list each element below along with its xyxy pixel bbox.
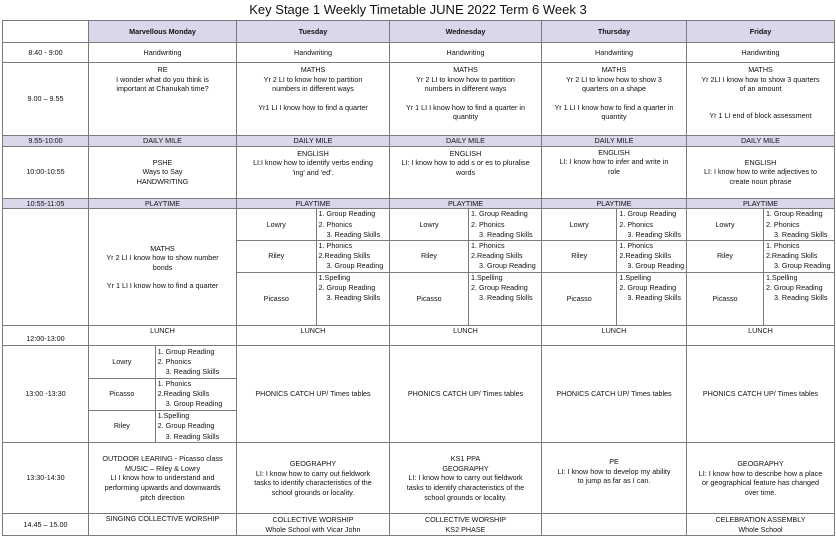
objective-line: SINGING COLLECTIVE WORSHIP	[105, 514, 220, 524]
cell-monday	[89, 346, 237, 443]
cell-thursday: LUNCH	[542, 326, 687, 346]
cell-tuesday	[237, 443, 390, 514]
activity: 3. Reading Skills	[479, 229, 533, 239]
time-cell: 9.55-10:00	[3, 136, 89, 147]
objective-line: performing upwards and downwards	[104, 482, 221, 492]
objective-line: important at Chanukah time?	[116, 84, 209, 94]
row-session-3	[3, 209, 835, 326]
objective-line: I wonder what do you think is	[116, 74, 209, 84]
group-activities	[617, 240, 686, 272]
group-activities	[763, 209, 834, 240]
objective-line: numbers in different ways	[424, 84, 507, 94]
group-activities	[617, 209, 686, 240]
objective-line: Yr 2 LI to know how to partition	[263, 74, 363, 84]
activity: 2. Group Reading	[619, 282, 677, 292]
objective-line: MUSIC – Riley & Lowry	[124, 463, 201, 473]
objective-line: school grounds or locality.	[271, 487, 355, 497]
activity: 1.Spelling	[471, 272, 503, 282]
activity: 3. Reading Skills	[165, 367, 220, 377]
activity: 3. Group Reading	[627, 261, 685, 271]
cell-thursday	[542, 443, 687, 514]
subject-title: MATHS	[300, 65, 326, 74]
activity: 1. Phonics	[318, 240, 353, 250]
activity: 1. Group Reading	[765, 209, 823, 219]
activity: 1.Spelling	[619, 272, 651, 282]
activity: 3. Reading Skills	[627, 229, 681, 239]
timetable	[2, 20, 835, 536]
cell-thursday	[542, 63, 687, 136]
row-lunch	[3, 326, 835, 346]
objective-line: role	[608, 166, 620, 176]
group-name: Riley	[390, 240, 469, 272]
objective-line: bonds	[152, 262, 173, 272]
activity: 2. Phonics	[765, 219, 800, 229]
subject-title: GEOGRAPHY	[442, 463, 489, 473]
cell-monday: DAILY MILE	[89, 136, 237, 147]
subject-title: GEOGRAPHY	[289, 459, 337, 468]
row-worship	[3, 514, 835, 536]
activity: 1.Spelling	[318, 272, 351, 282]
group-name: Picasso	[390, 272, 469, 325]
activity: 2.Reading Skills	[157, 389, 210, 399]
group-table	[89, 346, 236, 442]
objective-line: Yr 2 LI I know how to show number	[106, 253, 219, 263]
activity: 1.Spelling	[157, 411, 190, 421]
activity: 3. Group Reading	[773, 261, 831, 271]
objective-line: Yr 2 LI to know how to partition	[416, 74, 515, 84]
group-name: Lowry	[89, 346, 155, 378]
activity: 2.Reading Skills	[765, 251, 818, 261]
time-cell: 12:00-13:00	[3, 326, 89, 346]
group-name: Riley	[237, 240, 316, 272]
objective-line: over time.	[744, 487, 777, 497]
objective-line: COLLECTIVE WORSHIP	[424, 515, 507, 525]
cell-wednesday: PHONICS CATCH UP/ Times tables	[390, 346, 542, 443]
header-row	[3, 21, 835, 43]
objective-line: OUTDOOR LEARING - Picasso class	[102, 454, 223, 464]
subject-title: KS1 PPA	[450, 454, 481, 464]
subject-title: MATHS	[453, 65, 478, 74]
objective-line: Yr 2LI I know how to show 3 quarters	[701, 74, 820, 84]
objective-line: numbers in different ways	[272, 84, 354, 94]
activity: 2. Group Reading	[318, 282, 376, 292]
group-activities	[763, 240, 834, 272]
row-handwriting	[3, 43, 835, 63]
cell-friday	[687, 514, 835, 536]
activity: 1. Phonics	[619, 240, 653, 250]
objective-line: quantity	[452, 112, 479, 122]
objective-line: COLLECTIVE WORSHIP	[272, 515, 354, 525]
activity: 2.Reading Skills	[318, 251, 371, 261]
activity: 2. Phonics	[318, 219, 353, 229]
group-table	[687, 209, 834, 325]
group-activities	[316, 209, 389, 240]
group-name: Riley	[89, 410, 155, 442]
activity: 1. Group Reading	[619, 209, 677, 219]
cell-monday: LUNCH	[89, 326, 237, 346]
time-cell: 14.45 – 15.00	[3, 514, 89, 536]
objective-line: school grounds or locality.	[424, 492, 507, 502]
objective-line: LI:I know how to identify verbs ending	[253, 158, 373, 168]
time-cell	[3, 209, 89, 326]
activity: 1. Group Reading	[318, 209, 376, 219]
subject-title: MATHS	[748, 65, 773, 74]
objective-line: pitch direction	[140, 492, 185, 502]
group-name: Riley	[542, 240, 617, 272]
objective-line: Yr 1 LI I know how to find a quarter in	[554, 102, 674, 112]
cell-thursday: DAILY MILE	[542, 136, 687, 147]
day-header-wednesday: Wednesday	[390, 21, 542, 43]
objective-line: Whole School with Vicar John	[265, 524, 361, 534]
cell-friday: Handwriting	[687, 43, 835, 63]
row-session-5	[3, 443, 835, 514]
day-header-monday: Marvellous Monday	[89, 21, 237, 43]
time-cell: 10:00-10:55	[3, 146, 89, 198]
day-header-tuesday: Tuesday	[237, 21, 390, 43]
cell-friday	[687, 63, 835, 136]
activity: 3. Group Reading	[479, 261, 536, 271]
objective-line: quantity	[601, 112, 627, 122]
activity: 2. Group Reading	[765, 282, 823, 292]
row-session-4	[3, 346, 835, 443]
cell-tuesday: PHONICS CATCH UP/ Times tables	[237, 346, 390, 443]
cell-monday: PLAYTIME	[89, 198, 237, 209]
group-table	[542, 209, 686, 325]
objective-line: LI: I know how to carry out fieldwork	[408, 473, 523, 483]
group-name: Lowry	[390, 209, 469, 240]
subject-title: MATHS	[601, 65, 627, 74]
objective-line: LI: I know how to carry out fieldwork	[255, 468, 371, 478]
cell-monday	[89, 209, 237, 326]
objective-line: HANDWRITING	[136, 176, 189, 186]
objective-line: of an amount	[739, 84, 782, 94]
group-name: Lowry	[237, 209, 316, 240]
objective-line: Yr 2 LI to know how to show 3	[566, 74, 662, 84]
cell-monday: Handwriting	[89, 43, 237, 63]
cell-tuesday	[237, 514, 390, 536]
cell-tuesday	[237, 146, 390, 198]
group-name: Picasso	[542, 272, 617, 325]
cell-thursday: PHONICS CATCH UP/ Times tables	[542, 346, 687, 443]
cell-friday	[687, 209, 835, 326]
cell-friday: LUNCH	[687, 326, 835, 346]
activity: 1. Group Reading	[157, 346, 215, 356]
time-cell: 8:40 - 9:00	[3, 43, 89, 63]
objective-line: Yr1 LI I know how to find a quarter	[258, 102, 368, 112]
cell-wednesday	[390, 443, 542, 514]
cell-monday	[89, 63, 237, 136]
group-name: Lowry	[542, 209, 617, 240]
day-header-friday: Friday	[687, 21, 835, 43]
activity: 3. Group Reading	[326, 261, 384, 271]
subject-title: ENGLISH	[297, 148, 329, 158]
activity: 2. Phonics	[619, 219, 653, 229]
cell-friday: PHONICS CATCH UP/ Times tables	[687, 346, 835, 443]
cell-wednesday	[390, 146, 542, 198]
objective-line: LI: I know how to add s or es to pluralise	[401, 158, 530, 168]
corner-cell	[3, 21, 89, 43]
activity: 2. Phonics	[471, 219, 505, 229]
cell-friday	[687, 146, 835, 198]
objective-line: LI: I know how to write adjectives to	[703, 167, 818, 177]
subject-title: ENGLISH	[449, 148, 482, 158]
group-activities	[763, 272, 834, 325]
activity: 3. Reading Skills	[326, 229, 381, 239]
cell-monday	[89, 146, 237, 198]
cell-thursday	[542, 146, 687, 198]
objective-line: LI I know how to understand and	[110, 473, 215, 483]
objective-line: CELEBRATION ASSEMBLY	[715, 515, 806, 525]
activity: 2. Phonics	[157, 356, 192, 366]
cell-tuesday: Handwriting	[237, 43, 390, 63]
activity: 1. Phonics	[471, 240, 505, 250]
activity: 3. Reading Skills	[627, 292, 681, 302]
subject-title: ENGLISH	[744, 157, 777, 167]
group-activities	[316, 240, 389, 272]
group-name: Lowry	[687, 209, 763, 240]
cell-wednesday: Handwriting	[390, 43, 542, 63]
group-name: Riley	[687, 240, 763, 272]
subject-title: PSHE	[152, 157, 173, 167]
cell-thursday	[542, 209, 687, 326]
activity: 3. Reading Skills	[773, 229, 828, 239]
row-daily-mile	[3, 136, 835, 147]
cell-wednesday: LUNCH	[390, 326, 542, 346]
activity: 1. Phonics	[765, 240, 800, 250]
objective-line: tasks to identify characteristics of the	[406, 482, 525, 492]
cell-wednesday	[390, 209, 542, 326]
group-activities	[155, 378, 236, 410]
objective-line: Whole School	[738, 524, 783, 534]
activity: 2. Group Reading	[157, 421, 215, 431]
day-header-thursday: Thursday	[542, 21, 687, 43]
row-session-1	[3, 63, 835, 136]
cell-friday: PLAYTIME	[687, 198, 835, 209]
objective-line: Ways to Say	[142, 167, 183, 177]
objective-line: KS2 PHASE	[445, 524, 486, 534]
group-activities	[469, 272, 541, 325]
objective-line: words	[455, 167, 476, 177]
cell-thursday: PLAYTIME	[542, 198, 687, 209]
activity: 3. Reading Skills	[773, 292, 828, 302]
group-activities	[155, 346, 236, 378]
cell-wednesday	[390, 63, 542, 136]
cell-thursday	[542, 514, 687, 536]
row-session-2	[3, 146, 835, 198]
cell-wednesday	[390, 514, 542, 536]
activity: 2.Reading Skills	[619, 251, 671, 261]
subject-title: GEOGRAPHY	[737, 459, 784, 468]
group-name: Picasso	[237, 272, 316, 325]
time-cell: 9.00 – 9.55	[3, 63, 89, 136]
group-name: Picasso	[687, 272, 763, 325]
activity: 2.Reading Skills	[471, 251, 523, 261]
objective-line: create noun phrase	[729, 176, 792, 186]
cell-monday	[89, 514, 237, 536]
objective-line: Yr 1 LI end of block assessment	[709, 110, 812, 120]
activity: 3. Reading Skills	[165, 431, 220, 441]
group-table	[390, 209, 541, 325]
time-cell: 13:30-14:30	[3, 443, 89, 514]
objective-line: LI: I know how to infer and write in	[559, 157, 669, 167]
objective-line: or geographical feature has changed	[701, 478, 820, 488]
activity: 3. Group Reading	[165, 399, 223, 409]
activity: 1. Phonics	[157, 378, 192, 388]
activity: 2. Group Reading	[471, 282, 528, 292]
time-cell: 10:55-11:05	[3, 198, 89, 209]
subject-title: MATHS	[150, 243, 175, 253]
group-activities	[469, 209, 541, 240]
cell-tuesday	[237, 209, 390, 326]
group-name: Picasso	[89, 378, 155, 410]
cell-tuesday: DAILY MILE	[237, 136, 390, 147]
cell-tuesday: LUNCH	[237, 326, 390, 346]
cell-wednesday: PLAYTIME	[390, 198, 542, 209]
objective-line: quarters on a shape	[582, 84, 646, 94]
objective-line: tasks to identify characteristics of the	[254, 478, 372, 488]
cell-tuesday	[237, 63, 390, 136]
subject-title: ENGLISH	[598, 147, 630, 157]
activity: 1. Group Reading	[471, 209, 528, 219]
objective-line: LI: I know how to describe how a place	[698, 468, 823, 478]
cell-tuesday: PLAYTIME	[237, 198, 390, 209]
subject-title: RE	[157, 65, 168, 74]
group-activities	[617, 272, 686, 325]
cell-friday	[687, 443, 835, 514]
cell-thursday: Handwriting	[542, 43, 687, 63]
cell-wednesday: DAILY MILE	[390, 136, 542, 147]
time-cell: 13:00 -13:30	[3, 346, 89, 443]
objective-line: 'ing' and 'ed'.	[292, 167, 334, 177]
row-playtime	[3, 198, 835, 209]
group-activities	[469, 240, 541, 272]
page-title: Key Stage 1 Weekly Timetable JUNE 2022 Term 6 Week 3	[249, 2, 587, 17]
objective-line: Yr 1 LI I know how to find a quarter in	[405, 102, 526, 112]
cell-friday: DAILY MILE	[687, 136, 835, 147]
group-table	[237, 209, 389, 325]
activity: 3. Reading Skills	[326, 292, 381, 302]
activity: 3. Reading Skills	[479, 292, 533, 302]
subject-title: PE	[609, 457, 619, 467]
cell-monday	[89, 443, 237, 514]
objective-line: Yr 1 LI I know how to find a quarter	[106, 281, 219, 291]
group-activities	[316, 272, 389, 325]
objective-line: LI: I know how to develop my ability	[557, 466, 671, 476]
objective-line: to jump as far as I can.	[577, 476, 651, 486]
activity: 1.Spelling	[765, 272, 798, 282]
group-activities	[155, 410, 236, 442]
